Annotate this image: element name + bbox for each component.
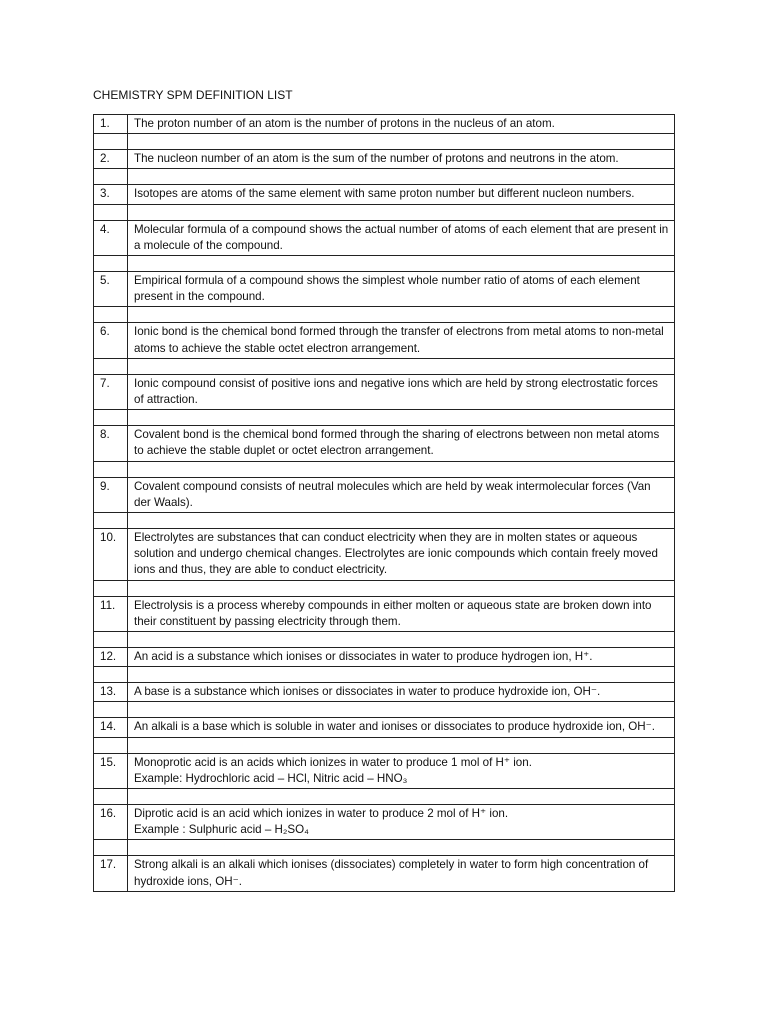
definition-text: Molecular formula of a compound shows the actual number of atoms of each element that are present in a molecule of the compound. bbox=[128, 220, 675, 255]
definition-number: 1. bbox=[94, 115, 128, 134]
definition-number: 4. bbox=[94, 220, 128, 255]
spacer-cell bbox=[94, 358, 128, 374]
definition-cell bbox=[128, 753, 675, 788]
spacer-row bbox=[94, 410, 675, 426]
spacer-cell bbox=[128, 134, 675, 150]
definition-row bbox=[94, 683, 675, 702]
definition-text: Ionic bond is the chemical bond formed through the transfer of electrons from metal atoms to non-metal atoms to achieve the stable octet electron arrangement. bbox=[128, 323, 675, 358]
spacer-row bbox=[94, 737, 675, 753]
definition-row bbox=[94, 323, 675, 358]
definition-number: 12. bbox=[94, 648, 128, 667]
definition-text: Ionic compound consist of positive ions and negative ions which are held by strong electrostatic forces of attraction. bbox=[128, 374, 675, 409]
definition-text: The proton number of an atom is the number of protons in the nucleus of an atom. bbox=[128, 115, 675, 134]
spacer-cell bbox=[128, 789, 675, 805]
definition-row bbox=[94, 374, 675, 409]
document-title: CHEMISTRY SPM DEFINITION LIST bbox=[93, 88, 293, 102]
spacer-cell bbox=[128, 307, 675, 323]
definition-row bbox=[94, 648, 675, 667]
spacer-cell bbox=[94, 702, 128, 718]
definition-row bbox=[94, 426, 675, 461]
definition-text: Electrolytes are substances that can conduct electricity when they are in molten states or aqueous solution and undergo chemical changes. Electrolytes are ionic compounds which contain freely moved ions and thus, they are able to conduct electricity. bbox=[128, 529, 675, 581]
definition-number: 13. bbox=[94, 683, 128, 702]
spacer-cell bbox=[128, 737, 675, 753]
definition-row bbox=[94, 220, 675, 255]
spacer-row bbox=[94, 358, 675, 374]
spacer-cell bbox=[94, 256, 128, 272]
spacer-cell bbox=[94, 410, 128, 426]
definition-text: An acid is a substance which ionises or dissociates in water to produce hydrogen ion, H⁺. bbox=[128, 648, 675, 667]
spacer-row bbox=[94, 169, 675, 185]
definition-number: 9. bbox=[94, 477, 128, 512]
definition-row bbox=[94, 272, 675, 307]
definition-text: An alkali is a base which is soluble in water and ionises or dissociates to produce hydroxide ion, OH⁻. bbox=[128, 718, 675, 737]
definition-row bbox=[94, 115, 675, 134]
spacer-row bbox=[94, 789, 675, 805]
definition-row bbox=[94, 150, 675, 169]
definition-text: Electrolysis is a process whereby compounds in either molten or aqueous state are broken down into their constituent by passing electricity through them. bbox=[128, 596, 675, 631]
spacer-cell bbox=[94, 204, 128, 220]
spacer-cell bbox=[128, 580, 675, 596]
spacer-cell bbox=[94, 737, 128, 753]
spacer-row bbox=[94, 632, 675, 648]
definition-text: Isotopes are atoms of the same element with same proton number but different nucleon numbers. bbox=[128, 185, 675, 204]
definition-text: Covalent compound consists of neutral molecules which are held by weak intermolecular forces (Van der Waals). bbox=[128, 477, 675, 512]
definition-row bbox=[94, 529, 675, 581]
spacer-cell bbox=[94, 134, 128, 150]
definition-number: 17. bbox=[94, 856, 128, 891]
definition-example: Example : Sulphuric acid – H₂SO₄ bbox=[134, 823, 309, 837]
definition-row bbox=[94, 718, 675, 737]
spacer-cell bbox=[128, 410, 675, 426]
spacer-cell bbox=[128, 632, 675, 648]
definition-text: Empirical formula of a compound shows the simplest whole number ratio of atoms of each element present in the compound. bbox=[128, 272, 675, 307]
spacer-cell bbox=[128, 840, 675, 856]
spacer-row bbox=[94, 840, 675, 856]
definition-row bbox=[94, 477, 675, 512]
definition-number: 16. bbox=[94, 805, 128, 840]
definition-row bbox=[94, 185, 675, 204]
definition-number: 8. bbox=[94, 426, 128, 461]
spacer-cell bbox=[94, 632, 128, 648]
spacer-cell bbox=[128, 461, 675, 477]
definition-table bbox=[93, 114, 675, 892]
spacer-row bbox=[94, 702, 675, 718]
spacer-cell bbox=[128, 667, 675, 683]
spacer-row bbox=[94, 667, 675, 683]
spacer-cell bbox=[94, 169, 128, 185]
definition-number: 3. bbox=[94, 185, 128, 204]
definition-text: Diprotic acid is an acid which ionizes in water to produce 2 mol of H⁺ ion. bbox=[134, 807, 509, 821]
spacer-cell bbox=[128, 256, 675, 272]
definition-row bbox=[94, 753, 675, 788]
spacer-row bbox=[94, 134, 675, 150]
spacer-cell bbox=[128, 169, 675, 185]
definition-number: 5. bbox=[94, 272, 128, 307]
spacer-row bbox=[94, 307, 675, 323]
definition-example: Example: Hydrochloric acid – HCl, Nitric acid – HNO₃ bbox=[134, 771, 408, 785]
definition-number: 10. bbox=[94, 529, 128, 581]
definition-number: 11. bbox=[94, 596, 128, 631]
spacer-row bbox=[94, 461, 675, 477]
definition-number: 15. bbox=[94, 753, 128, 788]
spacer-cell bbox=[94, 513, 128, 529]
spacer-cell bbox=[128, 204, 675, 220]
definition-row bbox=[94, 805, 675, 840]
spacer-row bbox=[94, 256, 675, 272]
definition-text: The nucleon number of an atom is the sum of the number of protons and neutrons in the atom. bbox=[128, 150, 675, 169]
definition-number: 7. bbox=[94, 374, 128, 409]
definition-text: Strong alkali is an alkali which ionises (dissociates) completely in water to form high concentration of hydroxide ions, OH⁻. bbox=[128, 856, 675, 891]
definition-text: A base is a substance which ionises or dissociates in water to produce hydroxide ion, OH⁻. bbox=[128, 683, 675, 702]
definition-row bbox=[94, 596, 675, 631]
definition-number: 2. bbox=[94, 150, 128, 169]
spacer-row bbox=[94, 580, 675, 596]
definition-text: Covalent bond is the chemical bond formed through the sharing of electrons between non metal atoms to achieve the stable duplet or octet electron arrangement. bbox=[128, 426, 675, 461]
spacer-cell bbox=[94, 667, 128, 683]
spacer-cell bbox=[94, 789, 128, 805]
definition-number: 14. bbox=[94, 718, 128, 737]
spacer-cell bbox=[128, 358, 675, 374]
spacer-cell bbox=[94, 307, 128, 323]
spacer-cell bbox=[128, 702, 675, 718]
spacer-cell bbox=[94, 840, 128, 856]
definition-cell bbox=[128, 805, 675, 840]
spacer-cell bbox=[94, 580, 128, 596]
spacer-row bbox=[94, 204, 675, 220]
definition-number: 6. bbox=[94, 323, 128, 358]
definition-text: Monoprotic acid is an acids which ionizes in water to produce 1 mol of H⁺ ion. bbox=[134, 755, 532, 769]
spacer-cell bbox=[128, 513, 675, 529]
spacer-cell bbox=[94, 461, 128, 477]
spacer-row bbox=[94, 513, 675, 529]
definition-row bbox=[94, 856, 675, 891]
definition-table-body bbox=[94, 115, 675, 892]
